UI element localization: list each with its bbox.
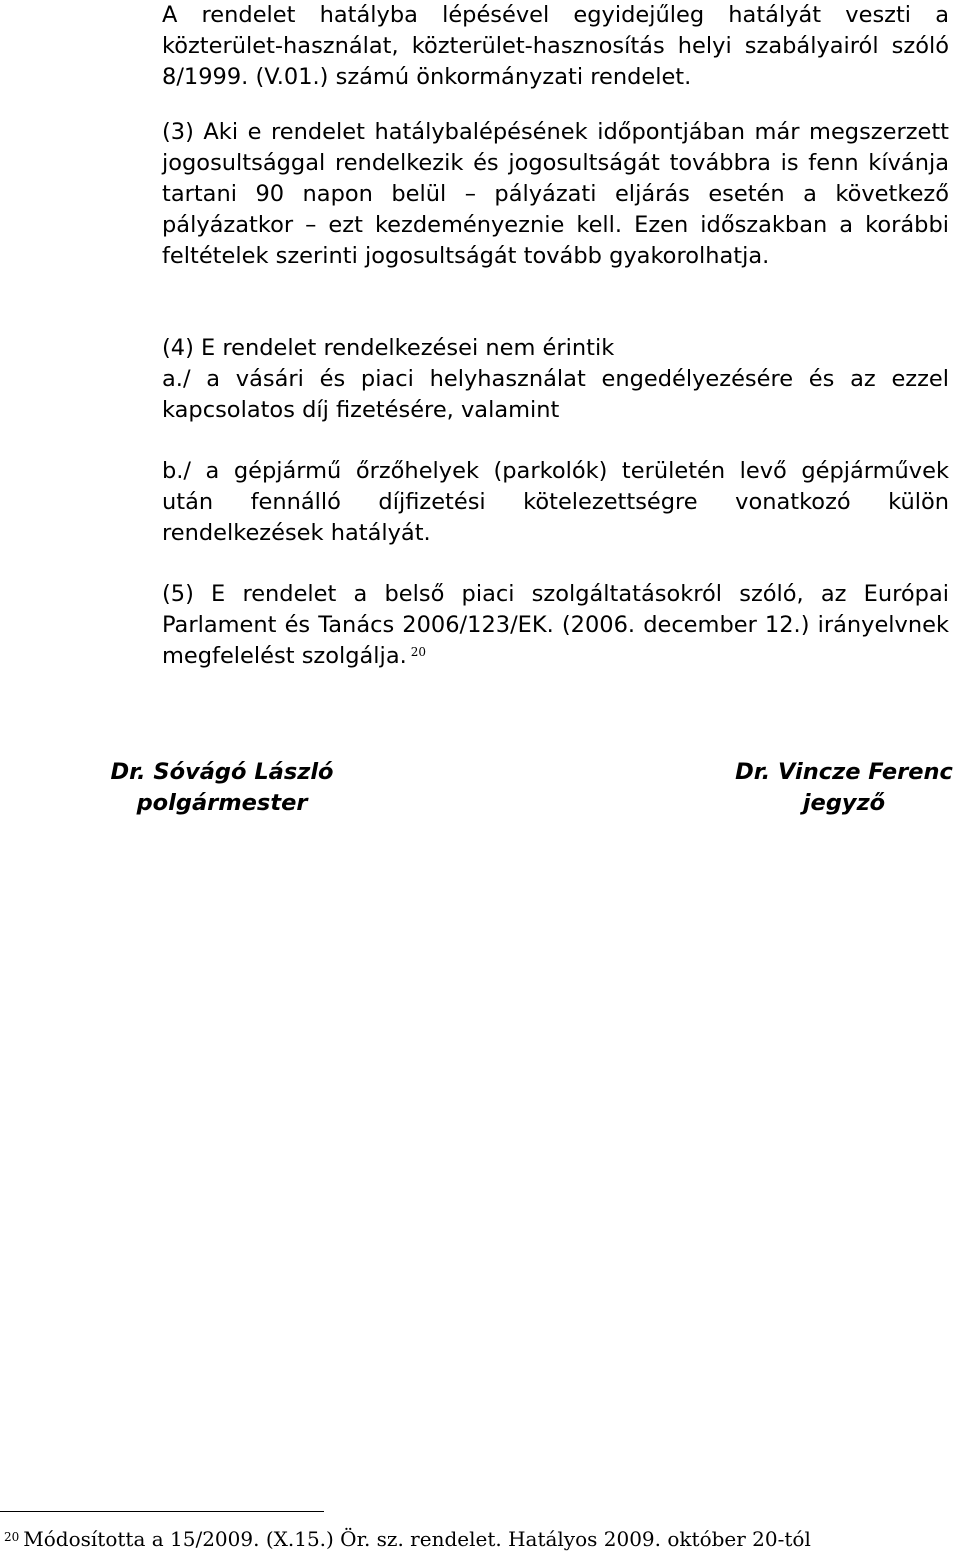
- paragraph-5-text: (5) E rendelet a belső piaci szolgáltatásokról szóló, az Európai Parlament és Tanács 2006/123/EK. (2006. december 12.) irányelvnek megfelelést szolgálja.: [162, 581, 949, 669]
- footnote: [4, 1527, 811, 1551]
- footnote-reference: 20: [410, 645, 427, 659]
- signature-right-name: Dr. Vincze Ferenc: [735, 759, 953, 785]
- signature-left-name: Dr. Sóvágó László: [110, 759, 334, 785]
- signature-left: [96, 757, 348, 819]
- paragraph-3: (3) Aki e rendelet hatálybalépésének időpontjában már megszerzett jogosultsággal rendelkezik és jogosultságát továbbra is fenn kívánja tartani 90 napon belül – pályázati eljárás esetén a következő pályázatkor – ezt kezdeményeznie kell. Ezen időszakban a korábbi feltételek szerinti jogosultságát tovább gyakorolhatja.: [162, 119, 949, 269]
- footnote-text: Módosította a 15/2009. (X.15.) Ör. sz. rendelet. Hatályos 2009. október 20-tól: [23, 1527, 811, 1551]
- signature-right: [728, 757, 960, 819]
- paragraph-4-a: a./ a vásári és piaci helyhasználat engedélyezésére és az ezzel kapcsolatos díj fizetésére, valamint: [162, 366, 949, 423]
- footnote-number: 20: [4, 1530, 20, 1544]
- paragraph-repeal: A rendelet hatályba lépésével egyidejűleg hatályát veszti a közterület-használat, közterület-hasznosítás helyi szabályairól szóló 8/1999. (V.01.) számú önkormányzati rendelet.: [162, 2, 949, 90]
- signature-right-title: jegyző: [802, 790, 886, 816]
- paragraph-4-intro: (4) E rendelet rendelkezései nem érintik: [162, 335, 615, 361]
- paragraph-5: [162, 579, 949, 672]
- paragraph-4-b: b./ a gépjármű őrzőhelyek (parkolók) területén levő gépjárművek után fennálló díjfizetési kötelezettségre vonatkozó külön rendelkezések hatályát.: [162, 458, 949, 546]
- signature-left-title: polgármester: [136, 790, 308, 816]
- footnote-separator: [0, 1511, 324, 1512]
